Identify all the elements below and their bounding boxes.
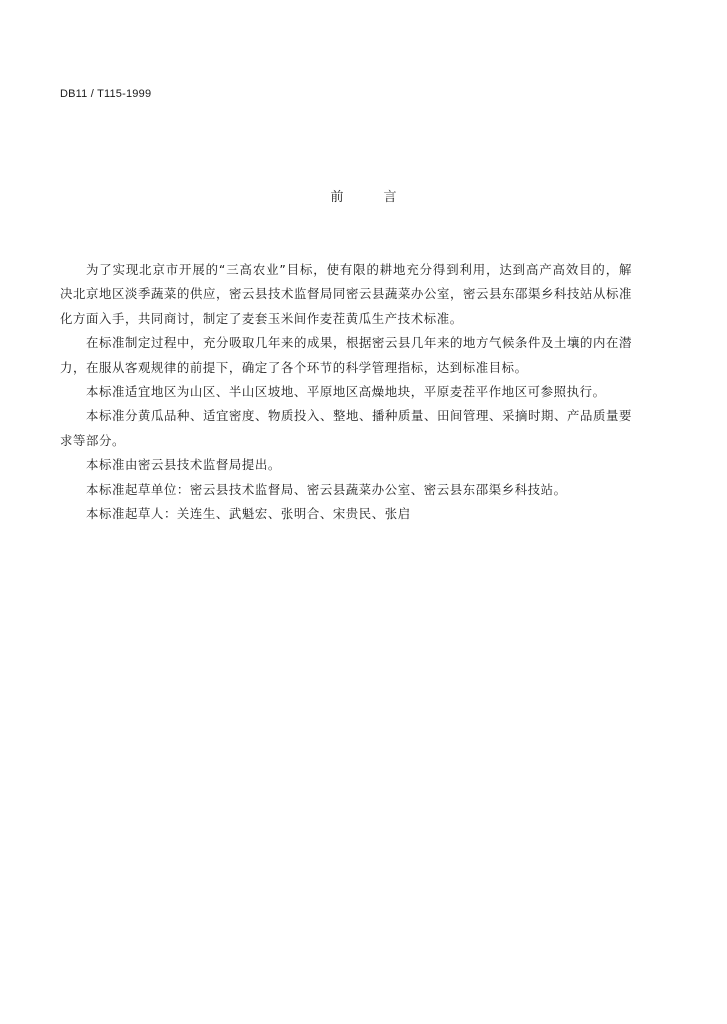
paragraph-scope: 本标准适宜地区为山区、半山区坡地、平原地区高燥地块，平原麦茬平作地区可参照执行。 [86, 384, 606, 400]
paragraph-process: 在标准制定过程中，充分吸取几年来的成果，根据密云县几年来的地方气候条件及土壤的内在潜力，在服从客观规律的前提下，确定了各个环节的科学管理指标，达到标准目标。 [60, 335, 632, 375]
page-title [0, 186, 727, 205]
paragraph-purpose: 为了实现北京市开展的“三高农业”目标，使有限的耕地充分得到利用，达到高产高效目的，解决北京地区淡季蔬菜的供应，密云县技术监督局同密云县蔬菜办公室，密云县东邵渠乡科技站从标准化方面入手，共同商讨，制定了麦套玉米间作麦茬黄瓜生产技术标准。 [60, 262, 632, 326]
paragraph-proposer: 本标准由密云县技术监督局提出。 [86, 457, 281, 473]
foreword-body [60, 258, 632, 526]
paragraph-drafting-units: 本标准起草单位：密云县技术监督局、密云县蔬菜办公室、密云县东邵渠乡科技站。 [86, 481, 567, 497]
paragraph-contents: 本标准分黄瓜品种、适宜密度、物质投入、整地、播种质量、田间管理、采摘时期、产品质量要求等部分。 [60, 408, 632, 448]
document-code: DB11 / T115-1999 [60, 88, 152, 100]
paragraph-drafters: 本标准起草人：关连生、武魁宏、张明合、宋贵民、张启 [86, 506, 411, 522]
title-char-1: 前 [330, 190, 344, 205]
title-char-2: 言 [383, 190, 397, 205]
